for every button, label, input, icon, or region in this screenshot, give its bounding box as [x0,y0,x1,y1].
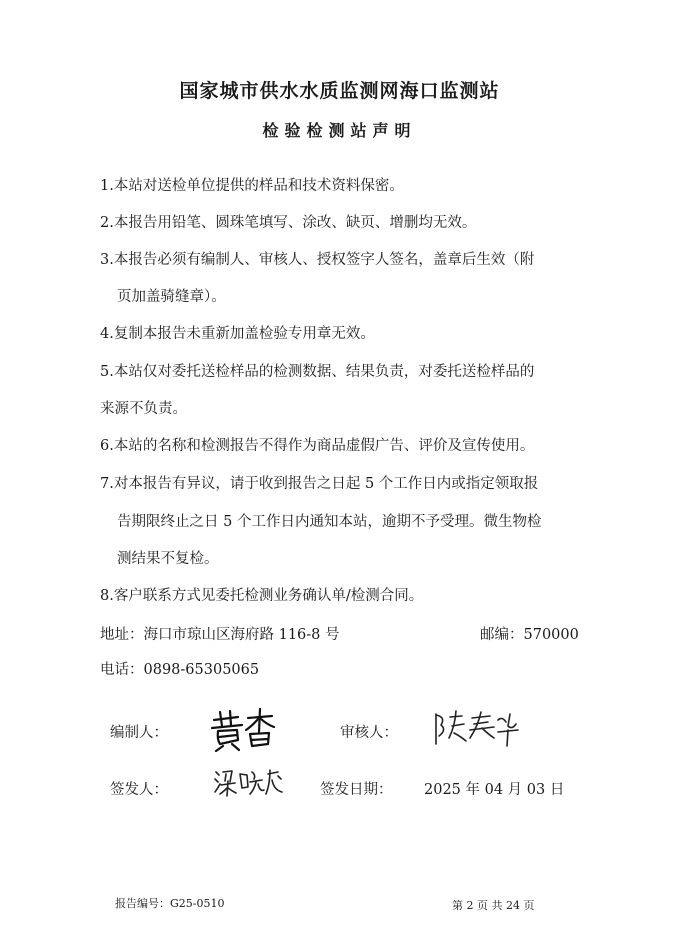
page-info: 第 2 页 共 24 页 [452,899,535,912]
compiler-signature [208,706,280,752]
issue-date: 2025 年 04 月 03 日 [424,782,565,798]
issue-date-label: 签发日期： [320,782,393,798]
postcode: 邮编：570000 [480,627,579,643]
reviewer-signature [430,708,522,748]
statement-item-3-cont: 页加盖骑缝章）。 [117,289,226,305]
statement-item-3: 3.本报告必须有编制人、审核人、授权签字人签名，盖章后生效（附 [100,252,535,268]
issuer-signature [212,766,284,800]
report-number: 报告编号：G25-0510 [115,897,225,910]
reviewer-label: 审核人： [340,725,398,741]
statement-item-5: 5.本站仅对委托送检样品的检测数据、结果负责，对委托送检样品的 [100,364,535,380]
statement-item-5-cont: 来源不负责。 [100,401,187,417]
statement-item-8: 8.客户联系方式见委托检测业务确认单/检测合同。 [100,588,424,604]
phone: 电话：0898-65305065 [100,662,260,678]
statement-item-7: 7.对本报告有异议，请于收到报告之日起 5 个工作日内或指定领取报 [100,476,539,492]
statement-item-4: 4.复制本报告未重新加盖检验专用章无效。 [100,326,375,342]
page-title: 国家城市供水水质监测网海口监测站 [179,80,500,102]
address: 地址：海口市琼山区海府路 116-8 号 [100,627,340,643]
statement-item-6: 6.本站的名称和检测报告不得作为商品虚假广告、评价及宣传使用。 [100,438,535,454]
statement-item-7-cont: 告期限终止之日 5 个工作日内通知本站，逾期不予受理。微生物检 [117,514,542,530]
statement-item-1: 1.本站对送检单位提供的样品和技术资料保密。 [100,178,404,194]
page-subtitle: 检验检测站声明 [262,121,417,140]
statement-item-2: 2.本报告用铅笔、圆珠笔填写、涂改、缺页、增删均无效。 [100,215,477,231]
compiler-label: 编制人： [110,725,168,741]
statement-item-7-cont2: 测结果不复检。 [117,551,219,567]
issuer-label: 签发人： [110,782,168,798]
